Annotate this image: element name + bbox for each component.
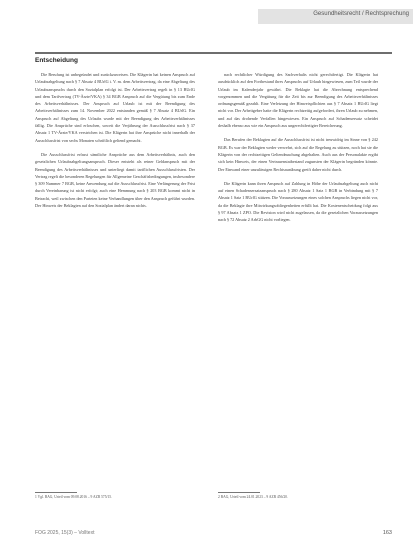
right-paragraph-3: Die Klägerin kann ihren Anspruch auf Zahlung in Höhe der Urlaubsabgeltung auch nicht auf einen Schadensersatzanspruch nach § 280 Absatz 1 Satz 1 BGB in Verbindung mit § 7 Absatz 1 Satz 1 BUrlG stützen. Die Voraussetzungen eines solchen Anspruchs liegen nicht vor, da die Beklagte ihre Mitwirkungsobliegenheiten erfüllt hat. Die Kostenentscheidung folgt aus § 97 Absatz 1 ZPO. Die Revision wird nicht zugelassen, da die gesetzlichen Voraussetzungen nach § 72 Absatz 2 ArbGG nicht vorliegen.	[218, 180, 378, 223]
footnote-divider-right	[218, 492, 260, 493]
right-paragraph-1: nach rechtlicher Würdigung des Sachverhalts nicht gerechtfertigt. Die Klägerin hat ausdrücklich auf den Fortbestand ihres Anspruchs auf Urlaub hingewiesen, zum Teil wurde der Urlaub im Kalenderjahr gewährt. Die Beklagte hat die Abrechnung entsprechend vorgenommen und die Vergütung für die Zeit bis zur Beendigung des Arbeitsverhältnisses ordnungsgemäß gezahlt. Eine Verletzung der Hinweispflichten aus § 7 Absatz 1 BUrlG liegt nicht vor. Der Arbeitgeber hatte die Klägerin rechtzeitig aufgefordert, ihren Urlaub zu nehmen, und auf das drohende Verfallen hingewiesen. Ein Anspruch auf Schadensersatz scheidet deshalb ebenso aus wie ein Anspruch aus ungerechtfertigter Bereicherung.	[218, 72, 378, 129]
left-column	[35, 71, 195, 473]
footnote-divider-left	[35, 492, 77, 493]
right-paragraph-2: Das Berufen der Beklagten auf die Ausschlussfrist ist nicht treuwidrig im Sinne von § 242 BGB. Es war der Beklagten weder verwehrt, sich auf die Regelung zu stützen, noch hat sie die Klägerin von der rechtzeitigen Geltendmachung abgehalten. Auch aus der Personalakte ergibt sich kein Hinweis, der einen Vertrauenstatbestand zugunsten der Klägerin begründen könnte. Der Einwand einer unzulässigen Rechtsausübung greift daher nicht durch.	[218, 137, 378, 172]
section-heading: Entscheidung	[35, 57, 78, 64]
running-title: Gesundheitsrecht / Rechtsprechung	[313, 11, 409, 17]
footnote-left: 1 Vgl. BAG, Urteil vom 09.08.2016 – 9 AZR 575/15.	[35, 495, 113, 499]
page-number: 163	[382, 530, 392, 536]
top-rule	[35, 52, 392, 54]
right-column	[218, 71, 378, 531]
left-paragraph-1: Die Berufung ist unbegründet und zurückzuweisen. Die Klägerin hat keinen Anspruch auf Urlaubsabgeltung nach § 7 Absatz 4 BUrlG i. V. m. dem Arbeitsvertrag, da eine Abgeltung des Urlaubsanspruchs durch den Sozialplan erfolgt ist. Der Arbeitsvertrag regelt in § 13 BUrlG und dem Tarifvertrag (TV-Ärzte/VKA) § 34 BGB Anspruch auf die Vergütung bis zum Ende des Arbeitsverhältnisses. Der Anspruch auf Urlaub ist mit der Beendigung des Arbeitsverhältnisses zum 14. November 2022 entstanden gemäß § 7 Absatz 4 BUrlG. Ein Anspruch auf Abgeltung des Urlaubs wurde mit der Beendigung des Arbeitsverhältnisses fällig. Die Ansprüche sind erloschen, soweit die Verjährung der Ausschlussfrist nach § 37 Absatz 1 TV-Ärzte/VKA verstrichen ist. Die Klägerin hat ihre Ansprüche nicht innerhalb der Ausschlussfrist von sechs Monaten schriftlich geltend gemacht.	[35, 72, 195, 143]
footnote-right: 2 BAG, Urteil vom 24.01.2023 – 9 AZR 456/20.	[218, 495, 288, 499]
footer-journal: FOG 2025, 15(3) – Volltext	[35, 530, 95, 536]
left-paragraph-2: Die Ausschlussfrist erfasst sämtliche Ansprüche aus dem Arbeitsverhältnis, auch den gesetzlichen Urlaubsabgeltungsanspruch. Dieser entsteht als reiner Geldanspruch mit der Beendigung des Arbeitsverhältnisses und unterliegt damit tariflichen Ausschlussfristen. Der Vertrag regelt die besonderen Regelungen für Allgemeine Geschäftsbedingungen, insbesondere § 309 Nummer 7 BGB, keine Anwendung auf die Ausschlussfrist. Eine Verlängerung der Frist durch Vereinbarung ist nicht erfolgt; auch eine Hemmung nach § 203 BGB kommt nicht in Betracht, weil zwischen den Parteien keine Verhandlungen über den Anspruch geführt wurden. Der Hinweis der Beklagten auf den Sozialplan ändert daran nichts.	[35, 151, 195, 209]
